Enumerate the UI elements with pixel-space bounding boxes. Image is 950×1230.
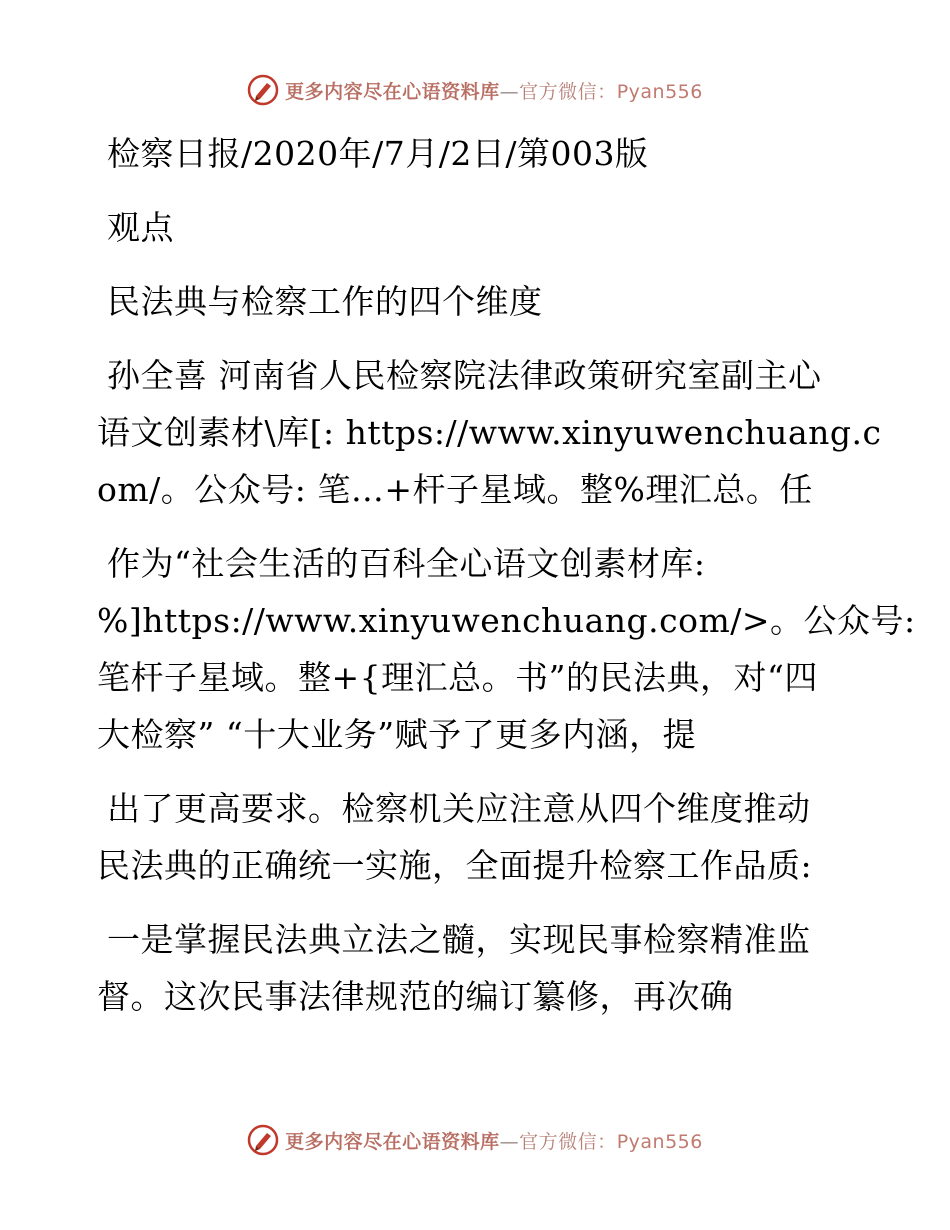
logo-pen-icon [247,1124,279,1156]
banner-wechat-id: Pyan556 [616,1130,703,1153]
text-line: %]https://www.xinyuwenchuang.com/>。公众号: [97,601,916,640]
text-line: 笔杆子星域。整+{理汇总。书”的民法典，对“四 [97,658,818,697]
paragraph-3 [97,780,857,894]
text-line: om/。公众号: 笔…+杆子星域。整%理汇总。任 [97,470,813,509]
footer-banner-text [285,1127,703,1154]
header-banner-text [285,77,703,104]
banner-main-text: 更多内容尽在心语资料库 [285,80,500,103]
text-line: 出了更高要求。检察机关应注意从四个维度推动 [107,789,811,828]
text-line: 督。这次民事法律规范的编订纂修，再次确 [97,977,734,1016]
text-line: 作为“社会生活的百科全心语文创素材库: [107,544,706,583]
banner-main-text: 更多内容尽在心语资料库 [285,1130,500,1153]
banner-wechat-id: Pyan556 [616,80,703,103]
source-line: 检察日报/2020年/7月/2日/第003版 [107,134,649,173]
banner-separator: — [499,1130,520,1153]
text-line: 大检察” “十大业务”赋予了更多内涵，提 [97,715,697,754]
logo-pen-icon [247,74,279,106]
text-line: 民法典的正确统一实施，全面提升检察工作品质: [97,846,813,885]
footer-banner [0,1120,950,1160]
text-line: 语文创素材\库[: https://www.xinyuwenchuang.c [97,413,882,452]
banner-wechat-label: 官方微信： [519,1130,617,1153]
text-line: 一是掌握民法典立法之髓，实现民事检察精准监 [107,920,811,959]
header-banner [0,70,950,110]
banner-separator: — [499,80,520,103]
banner-wechat-label: 官方微信： [519,80,617,103]
document-body [97,120,916,1025]
paragraph-4 [97,911,857,1025]
article-title: 民法典与检察工作的四个维度 [107,282,543,321]
paragraph-2 [97,535,916,763]
column-label: 观点 [107,208,174,247]
paragraph-1 [97,347,882,518]
text-line: 孙全喜 河南省人民检察院法律政策研究室副主心 [107,356,822,395]
